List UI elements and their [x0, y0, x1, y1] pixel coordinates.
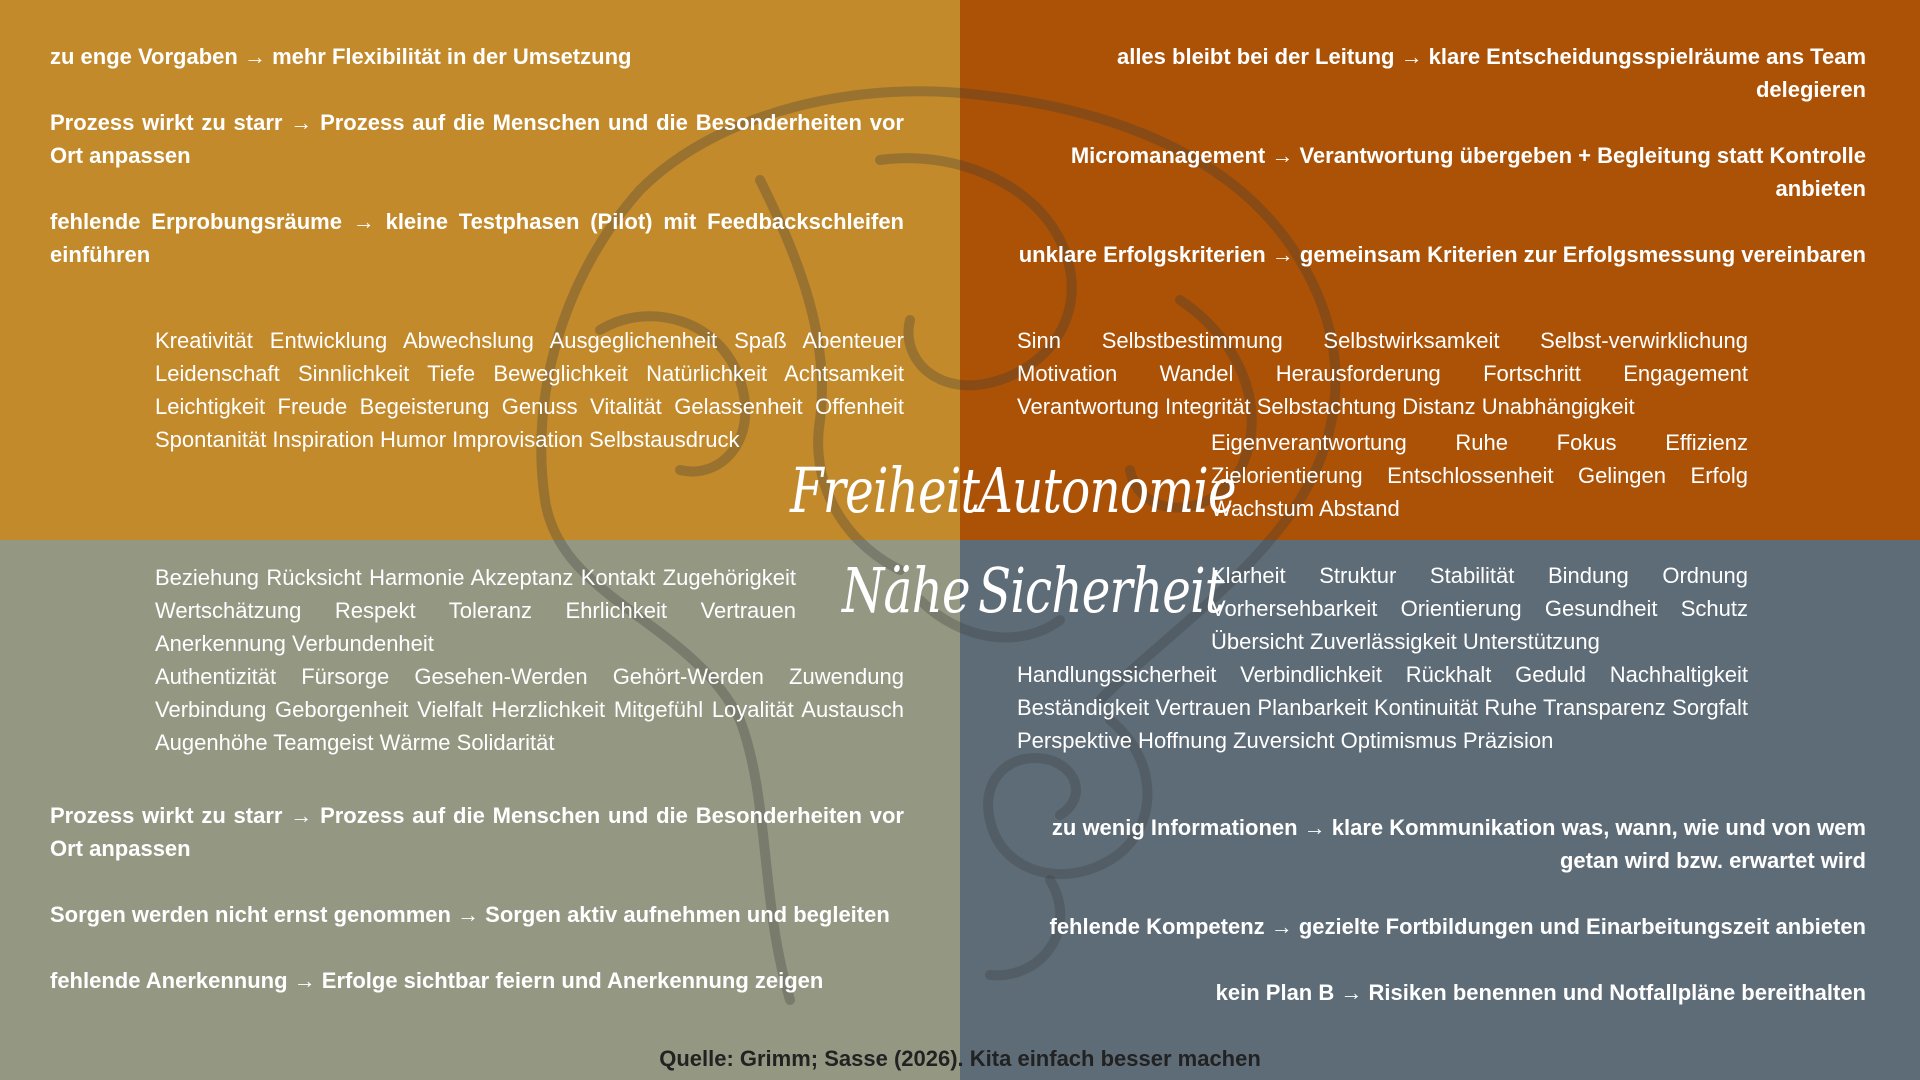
naehe-tip-3: fehlende Anerkennung → Erfolge sichtbar feiern und Anerkennung zeigen — [50, 968, 824, 993]
autonomie-tip-2: Micromanagement → Verantwortung übergeben + Begleitung statt Kontrolle anbieten — [1070, 143, 1866, 201]
naehe-tips — [50, 799, 904, 1030]
sicherheit-tip-2: fehlende Kompetenz → gezielte Fortbildungen und Einarbeitungszeit anbieten — [1049, 914, 1866, 939]
sicherheit-values-b: Handlungssicherheit Verbindlichkeit Rückhalt Geduld Nachhaltigkeit Beständigkeit Vertrauen Planbarkeit Kontinuität Ruhe Transparenz Sorgfalt Perspektive Hoffnung Zuversicht Optimismus Präzision — [1017, 662, 1748, 753]
autonomie-values-a: Sinn Selbstbestimmung Selbstwirksamkeit Selbst-verwirklichung Motivation Wandel Herausforderung Fortschritt Engagement Verantwortung Integrität Selbstachtung Distanz Unabhängigkeit — [1017, 328, 1748, 419]
sicherheit-tips — [1016, 811, 1866, 1042]
source-citation: Quelle: Grimm; Sasse (2026). Kita einfach besser machen — [659, 1046, 1261, 1071]
naehe-tip-1: Prozess wirkt zu starr → Prozess auf die Menschen und die Besonderheiten vor Ort anpassen — [50, 803, 904, 861]
freiheit-tip-3: fehlende Erprobungsräume → kleine Testphasen (Pilot) mit Feedbackschleifen einführen — [50, 209, 904, 267]
title-autonomie: Autonomie — [978, 454, 1236, 527]
sicherheit-tip-3: kein Plan B → Risiken benennen und Notfallpläne bereithalten — [1215, 980, 1866, 1005]
freiheit-tips — [50, 40, 904, 304]
title-naehe: Nähe — [842, 554, 970, 627]
freiheit-values: Kreativität Entwicklung Abwechslung Ausgeglichenheit Spaß Abenteuer Leidenschaft Sinnlichkeit Tiefe Beweglichkeit Natürlichkeit Achtsamkeit Leichtigkeit Freude Begeisterung Genuss Vitalität Gelassenheit Offenheit Spontanität Inspiration Humor Improvisation Selbstausdruck — [155, 328, 904, 452]
freiheit-tip-2: Prozess wirkt zu starr → Prozess auf die Menschen und die Besonderheiten vor Ort anpassen — [50, 110, 904, 168]
autonomie-tip-3: unklare Erfolgskriterien → gemeinsam Kriterien zur Erfolgsmessung vereinbaren — [1018, 242, 1866, 267]
autonomie-values-b: Eigenverantwortung Ruhe Fokus Effizienz Zielorientierung Entschlossenheit Gelingen Erfolg Wachstum Abstand — [1211, 430, 1748, 521]
naehe-tip-2: Sorgen werden nicht ernst genommen → Sorgen aktiv aufnehmen und begleiten — [50, 902, 890, 927]
freiheit-tip-1: zu enge Vorgaben → mehr Flexibilität in der Umsetzung — [50, 44, 632, 69]
autonomie-tip-1: alles bleibt bei der Leitung → klare Entscheidungsspielräume ans Team delegieren — [1116, 44, 1866, 102]
naehe-values-b: Authentizität Fürsorge Gesehen-Werden Gehört-Werden Zuwendung Verbindung Geborgenheit Vielfalt Herzlichkeit Mitgefühl Loyalität Austausch Augenhöhe Teamgeist Wärme Solidarität — [155, 664, 904, 755]
sicherheit-values-a: Klarheit Struktur Stabilität Bindung Ordnung Vorhersehbarkeit Orientierung Gesundheit Schutz Übersicht Zuverlässigkeit Unterstützung — [1211, 563, 1748, 654]
sicherheit-tip-1: zu wenig Informationen → klare Kommunikation was, wann, wie und von wem getan wird bzw. erwartet wird — [1051, 815, 1866, 873]
title-sicherheit: Sicherheit — [978, 554, 1224, 627]
naehe-values-a: Beziehung Rücksicht Harmonie Akzeptanz Kontakt Zugehörigkeit Wertschätzung Respekt Toleranz Ehrlichkeit Vertrauen Anerkennung Verbundenheit — [155, 565, 796, 656]
title-freiheit: Freiheit — [790, 454, 980, 527]
autonomie-tips — [1016, 40, 1866, 304]
